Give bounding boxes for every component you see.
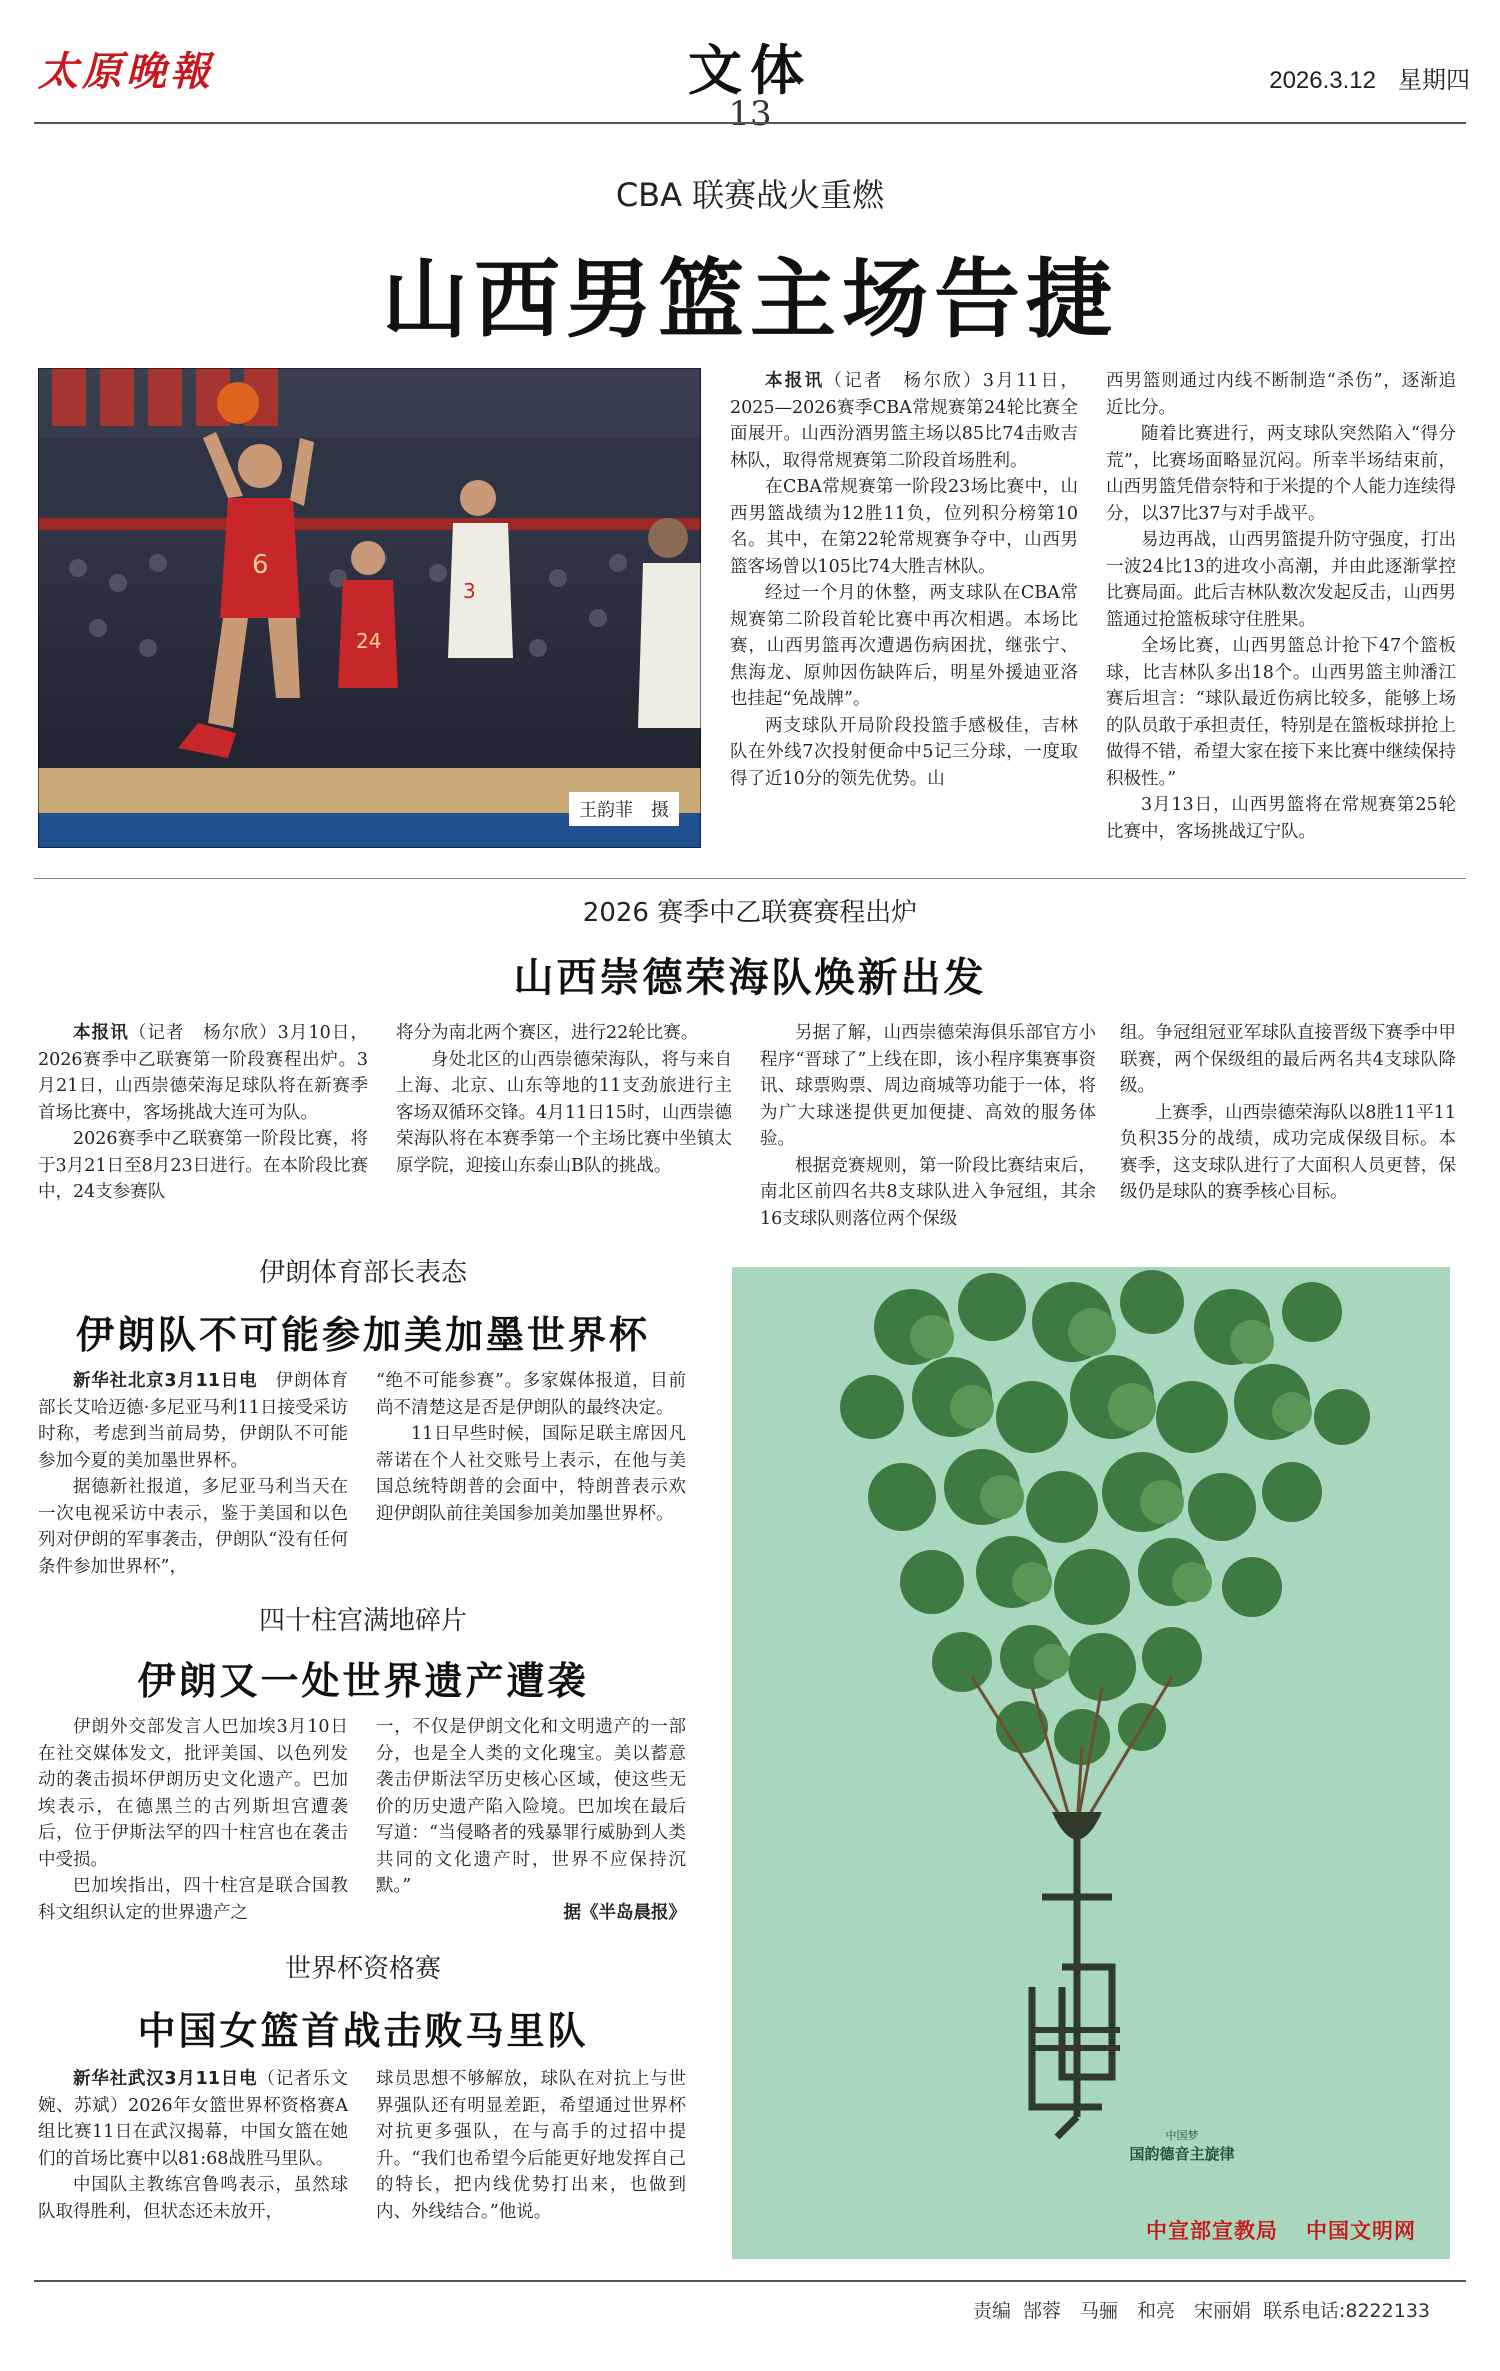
lead-column-1 <box>730 368 1078 792</box>
women-column-2 <box>376 2066 686 2225</box>
poster-caption <box>1082 2127 1282 2164</box>
iran-column-1 <box>38 1368 348 1580</box>
editor-label: 责编 <box>972 2300 1011 2322</box>
editor-names: 郜蓉 马骊 和亮 宋丽娟 <box>1022 2300 1251 2322</box>
iran-dateline: 新华社北京3月11日电 <box>73 1371 258 1391</box>
league-column-1 <box>38 1020 368 1206</box>
lead-paragraph: 两支球队开局阶段投篮手感极佳，吉林队在外线7次投射便命中5记三分球，一度取得了近10分的领先优势。山 <box>730 715 1078 789</box>
women-dateline: 新华社武汉3月11日电 <box>73 2069 258 2089</box>
basketball-photo-graphic <box>38 368 701 848</box>
league-dateline: 本报讯 <box>73 1023 129 1043</box>
lead-paragraph: 随着比赛进行，两支球队突然陷入“得分荒”，比赛场面略显沉闷。所幸半场结束前，山西男篮凭借奈特和于米提的个人能力连续得分，以37比37与对手战平。 <box>1106 424 1456 524</box>
photo-credit: 王韵菲 摄 <box>569 792 679 826</box>
header-rule <box>34 122 1466 124</box>
phone-label: 联系电话: <box>1262 2300 1346 2322</box>
iran-kicker: 伊朗体育部长表态 <box>258 1258 467 1288</box>
iran-paragraph: 据德新社报道，多尼亚马利当天在一次电视采访中表示，鉴于美国和以色列对伊朗的军事袭击，伊朗队“没有任何条件参加世界杯”， <box>38 1477 348 1577</box>
league-paragraph: （记者 杨尔欣）3月10日，2026赛季中乙联赛第一阶段赛程出炉。3月21日，山西崇德荣海足球队将在新赛季首场比赛中，客场挑战大连可为队。 <box>38 1023 369 1123</box>
iran-paragraph: “绝不可能参赛”。多家媒体报道，目前尚不清楚这是否是伊朗队的最终决定。 <box>376 1371 686 1418</box>
poster-credit-1: 中宣部宣教局 <box>1146 2219 1278 2243</box>
footer-credits <box>900 2296 1430 2323</box>
footer-rule <box>34 2280 1466 2282</box>
basketball-photo <box>38 368 701 848</box>
league-paragraph: 根据竞赛规则，第一阶段比赛结束后，南北区前四名共8支球队进入争冠组，其余16支球队则落位两个保级 <box>760 1155 1096 1229</box>
heritage-column-1 <box>38 1714 348 1926</box>
heritage-column-2 <box>376 1714 686 1926</box>
league-kicker: 2026 赛季中乙联赛赛程出炉 <box>582 898 918 928</box>
phone-number: 8222133 <box>1345 2300 1430 2322</box>
lead-headline: 山西男篮主场告捷 <box>382 250 1118 350</box>
weekday-text: 星期四 <box>1398 67 1470 94</box>
league-paragraph: 组。争冠组冠亚军球队直接晋级下赛季中甲联赛，两个保级组的最后两名共4支球队降级。 <box>1120 1023 1456 1096</box>
poster-credit <box>1118 2215 1416 2245</box>
lead-paragraph: 易边再战，山西男篮提升防守强度，打出一波24比13的进攻小高潮，并由此逐渐掌控比赛局面。此后吉林队数次发起反击，山西男篮通过抢篮板球守住胜果。 <box>1106 530 1456 630</box>
women-headline: 中国女篮首战击败马里队 <box>137 2009 589 2053</box>
women-column-1 <box>38 2066 348 2225</box>
heritage-kicker: 四十柱宫满地碎片 <box>258 1606 467 1636</box>
lead-paragraph: 全场比赛，山西男篮总计抢下47个篮板球，比吉林队多出18个。山西男篮主帅潘江赛后坦言：“球队最近伤病比较多，能够上场的队员敢于承担责任，特别是在篮板球拼抢上做得不错，希望大家在接下来比赛中继续保持积极性。” <box>1106 636 1456 789</box>
date-text: 2026.3.12 <box>1269 67 1376 94</box>
women-kicker: 世界杯资格赛 <box>284 1954 441 1984</box>
lead-paragraph: 经过一个月的休整，两支球队在CBA常规赛第二阶段首轮比赛中再次相遇。本场比赛，山西男篮再次遭遇伤病困扰，继张宁、焦海龙、原帅因伤缺阵后，明星外援迪亚洛也挂起“免战牌”。 <box>730 583 1078 709</box>
svg-text:6: 6 <box>252 550 269 580</box>
lead-paragraph: 西男篮则通过内线不断制造“杀伤”，逐渐追近比分。 <box>1106 371 1456 418</box>
heritage-paragraph: 巴加埃指出，四十柱宫是联合国教科文组织认定的世界遗产之 <box>38 1876 348 1923</box>
league-paragraph: 将分为南北两个赛区，进行22轮比赛。 <box>396 1023 699 1043</box>
trumpet-forest-illustration <box>732 1267 1450 2259</box>
poster-caption-main: 国韵德音主旋律 <box>1129 2145 1235 2163</box>
iran-paragraph: 11日早些时候，国际足联主席因凡蒂诺在个人社交账号上表示，在他与美国总统特朗普的会面中，特朗普表示欢迎伊朗队前往美国参加美加墨世界杯。 <box>376 1424 686 1524</box>
public-service-poster <box>732 1267 1450 2259</box>
women-paragraph: 球员思想不够解放，球队在对抗上与世界强队还有明显差距，希望通过世界杯对抗更多强队，在与高手的过招中提升。“我们也希望今后能更好地发挥自己的特长，把内线优势打出来，也做到内、外线结合。”他说。 <box>376 2069 686 2222</box>
league-paragraph: 另据了解，山西崇德荣海俱乐部官方小程序“晋球了”上线在即，该小程序集赛事资讯、球票购票、周边商城等功能于一体，将为广大球迷提供更加便捷、高效的服务体验。 <box>760 1023 1096 1149</box>
league-headline: 山西崇德荣海队焕新出发 <box>513 955 987 1001</box>
masthead-logo: 太原晚報 <box>38 48 214 95</box>
iran-column-2 <box>376 1368 686 1527</box>
poster-caption-sub: 中国梦 <box>1165 2129 1199 2142</box>
heritage-paragraph: 伊朗外交部发言人巴加埃3月10日在社交媒体发文，批评美国、以色列发动的袭击损坏伊朗历史文化遗产。巴加埃表示，在德黑兰的古列斯坦宫遭袭后，位于伊斯法罕的四十柱宫也在袭击中受损。 <box>38 1717 348 1870</box>
league-column-2 <box>396 1020 732 1179</box>
league-column-3 <box>760 1020 1096 1232</box>
league-paragraph: 2026赛季中乙联赛第一阶段比赛，将于3月21日至8月23日进行。在本阶段比赛中，24支参赛队 <box>38 1129 368 1202</box>
page-number: 13 <box>728 94 772 134</box>
iran-headline: 伊朗队不可能参加美加墨世界杯 <box>75 1313 650 1357</box>
divider <box>34 878 1466 879</box>
lead-kicker: CBA 联赛战火重燃 <box>615 176 885 214</box>
section-title: 文体 <box>688 38 812 102</box>
iran-paragraph: 伊朗体育部长艾哈迈德·多尼亚马利11日接受采访时称，考虑到当前局势，伊朗队不可能参加今夏的美加墨世界杯。 <box>38 1371 349 1471</box>
league-paragraph: 身处北区的山西崇德荣海队，将与来自上海、北京、山东等地的11支劲旅进行主客场双循环交锋。4月11日15时，山西崇德荣海队将在本赛季第一个主场比赛中坐镇太原学院，迎接山东泰山B队的挑战。 <box>396 1049 732 1176</box>
lead-paragraph: （记者 杨尔欣）3月11日，2025—2026赛季CBA常规赛第24轮比赛全面展开。山西汾酒男篮主场以85比74击败吉林队，取得常规赛第二阶段首场胜利。 <box>730 371 1078 471</box>
lead-paragraph: 3月13日，山西男篮将在常规赛第25轮比赛中，客场挑战辽宁队。 <box>1106 795 1456 842</box>
poster-credit-2: 中国文明网 <box>1306 2219 1416 2243</box>
svg-text:24: 24 <box>356 629 382 653</box>
heritage-source: 据《半岛晨报》 <box>563 1902 686 1923</box>
lead-column-2 <box>1106 368 1456 845</box>
women-paragraph: （记者乐文婉、苏斌）2026年女篮世界杯资格赛A组比赛11日在武汉揭幕，中国女篮在她们的首场比赛中以81:68战胜马里队。 <box>38 2069 349 2169</box>
women-paragraph: 中国队主教练宫鲁鸣表示，虽然球队取得胜利，但状态还未放开， <box>38 2175 348 2222</box>
heritage-headline: 伊朗又一处世界遗产遭袭 <box>137 1659 589 1703</box>
lead-dateline: 本报讯 <box>765 371 825 391</box>
lead-paragraph: 在CBA常规赛第一阶段23场比赛中，山西男篮战绩为12胜11负，位列积分榜第10名。其中，在第22轮常规赛争夺中，山西男篮客场曾以105比74大胜吉林队。 <box>730 477 1078 577</box>
issue-date <box>1200 60 1470 95</box>
league-column-4 <box>1120 1020 1456 1206</box>
heritage-paragraph: 一，不仅是伊朗文化和文明遗产的一部分，也是全人类的文化瑰宝。美以蓄意袭击伊斯法罕历史核心区域，使这些无价的历史遗产陷入险境。巴加埃在最后写道：“当侵略者的残暴罪行威胁到人类共同的文化遗产时，世界不应保持沉默。” <box>376 1717 686 1896</box>
svg-text:3: 3 <box>463 579 476 603</box>
league-paragraph: 上赛季，山西崇德荣海队以8胜11平11负积35分的战绩，成功完成保级目标。本赛季，这支球队进行了大面积人员更替，保级仍是球队的赛季核心目标。 <box>1120 1102 1456 1202</box>
